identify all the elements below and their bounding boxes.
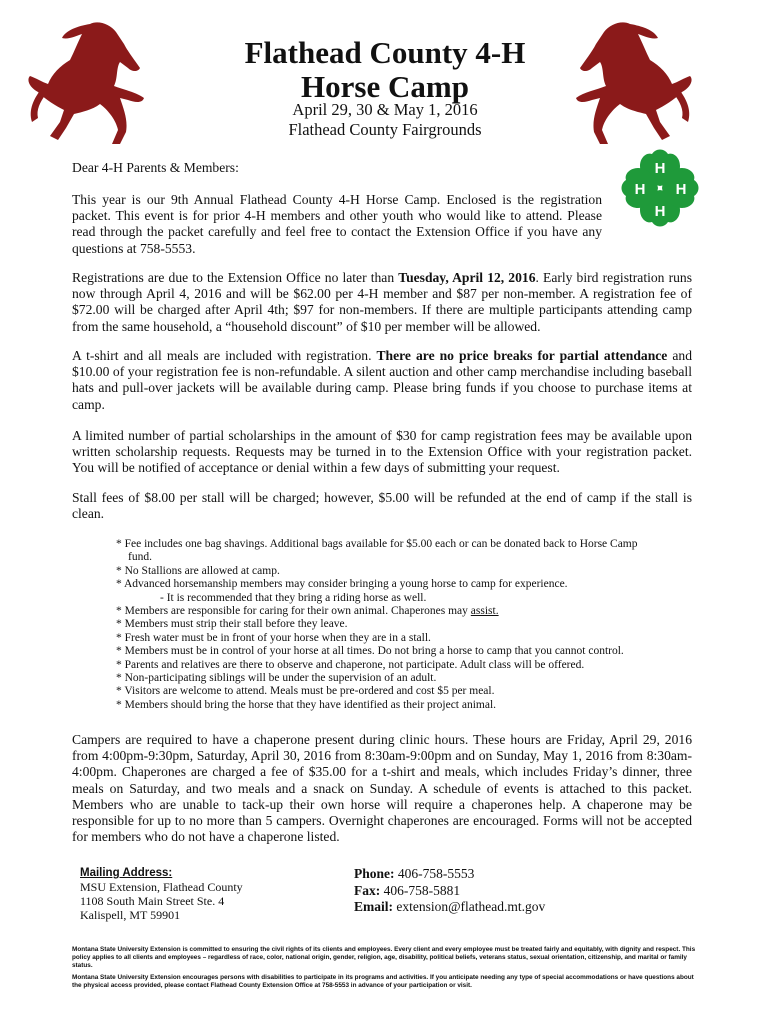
accessibility-statement: Montana State University Extension encourages persons with disabilities to participate in its programs and activities. If you anticipate needing any type of special accommodations or have questions about the physical access provided, please contact Flathead County Extension Office at 758-5553 in advance of your participation or visit. <box>72 974 694 990</box>
contact-info <box>354 866 545 916</box>
4h-clover-logo <box>618 146 702 230</box>
event-location: Flathead County Fairgrounds <box>288 120 482 139</box>
event-subtitle <box>0 100 770 140</box>
paragraph-chaperones: Campers are required to have a chaperone present during clinic hours. These hours are Friday, April 29, 2016 from 4:00pm-9:30pm, Saturday, April 30, 2016 from 8:30am-9:00pm and on Sunday, May 1, 2016 from 8:30am-4:00pm. Chaperones are charged a fee of $35.00 for a t-shirt and meals, which includes Friday’s dinner, three meals on Saturday, and two meals and a snack on Sunday. A schedule of events is attached to this packet. Members who are unable to tack-up their own horse will require a chaperones help. A chaperone may be responsible for up to no more than 5 campers. Overnight chaperones are encouraged. Forms will not be accepted for members who do not have a chaperone listed. <box>72 732 692 845</box>
paragraph-intro: This year is our 9th Annual Flathead County 4-H Horse Camp. Enclosed is the registration packet. This event is for prior 4-H members and other youth who would like to attend. Please read through the packet carefully and feel free to contact the Extension Office if you have any questions at 758-5553. <box>72 192 602 256</box>
list-item: * Members are responsible for caring for their own animal. Chaperones may assist. <box>116 605 499 618</box>
list-item: * Parents and relatives are there to observe and chaperone, not participate. Adult class will be offered. <box>116 658 585 671</box>
list-item: * Fee includes one bag shavings. Additional bags available for $5.00 each or can be donated back to Horse Camp <box>116 538 638 550</box>
svg-text:H: H <box>675 181 687 198</box>
fax-line: Fax: 406-758-5881 <box>354 882 461 898</box>
list-item: * Advanced horsemanship members may consider bringing a young horse to camp for experience. <box>116 578 568 591</box>
page-title: Flathead County 4-H Horse Camp <box>244 35 526 104</box>
paragraph-scholarships: A limited number of partial scholarships in the amount of $30 for camp registration fees may be available upon written scholarship requests. Requests may be turned in to the Extension Office with your registration packet. You will be notified of acceptance or denial within a few days of submitting your request. <box>72 428 692 476</box>
mailing-address: Mailing Address: MSU Extension, Flathead County 1108 South Main Street Ste. 4 Kalispell, MT 59901 <box>80 867 243 922</box>
greeting: Dear 4-H Parents & Members: <box>72 160 239 175</box>
list-item: - It is recommended that they bring a riding horse as well. <box>160 591 427 604</box>
list-item: fund. <box>128 551 152 564</box>
email-line[interactable]: Email: extension@flathead.mt.gov <box>354 899 546 914</box>
list-item: * Non-participating siblings will be under the supervision of an adult. <box>116 672 437 685</box>
phone-line: Phone: 406-758-5553 <box>354 866 475 881</box>
list-item: * Visitors are welcome to attend. Meals must be pre-ordered and cost $5 per meal. <box>116 685 495 698</box>
svg-text:H: H <box>634 181 646 198</box>
svg-text:H: H <box>654 203 666 220</box>
rules-list <box>116 538 716 712</box>
list-item: * Members must strip their stall before they leave. <box>116 618 348 631</box>
svg-text:H: H <box>654 160 666 177</box>
list-item: * Fresh water must be in front of your horse when they are in a stall. <box>116 631 431 644</box>
paragraph-registration: Registrations are due to the Extension Office no later than Tuesday, April 12, 2016. Early bird registration runs now through April 4, 2016 and will be $62.00 per 4-H member and $87 per non-member. A registration fee of $72.00 will be charged after April 4th; $97 for non-members. If there are multiple participants attending camp from the same household, a “household discount” of $10 per member will be allowed. <box>72 270 693 334</box>
list-item: * No Stallions are allowed at camp. <box>116 564 280 577</box>
paragraph-meals: A t-shirt and all meals are included with registration. There are no price breaks for partial attendance and $10.00 of your registration fee is non-refundable. A silent auction and other camp merchandise including baseball hats and pull-over jackets will be available during camp. Please bring funds if you choose to purchase items at camp. <box>72 348 692 412</box>
list-item: * Members must be in control of your horse at all times. Do not bring a horse to camp that you cannot control. <box>116 645 624 658</box>
civil-rights-statement: Montana State University Extension is committed to ensuring the civil rights of its clients and employees. Every client and every employee must be treated fairly and equitably, with dignity and respect. This policy applies to all clients and employees – regardless of race, color, national origin, gender, religion, age, disability, political beliefs, veterans status, sexual orientation, citizenship, and marital or family status. <box>72 946 696 970</box>
list-item: * Members should bring the horse that they have identified as their project animal. <box>116 698 497 711</box>
event-dates: April 29, 30 & May 1, 2016 <box>292 100 478 119</box>
mailing-heading: Mailing Address: <box>80 867 173 879</box>
paragraph-stall-fees: Stall fees of $8.00 per stall will be charged; however, $5.00 will be refunded at the end of camp if the stall is clean. <box>72 490 692 522</box>
